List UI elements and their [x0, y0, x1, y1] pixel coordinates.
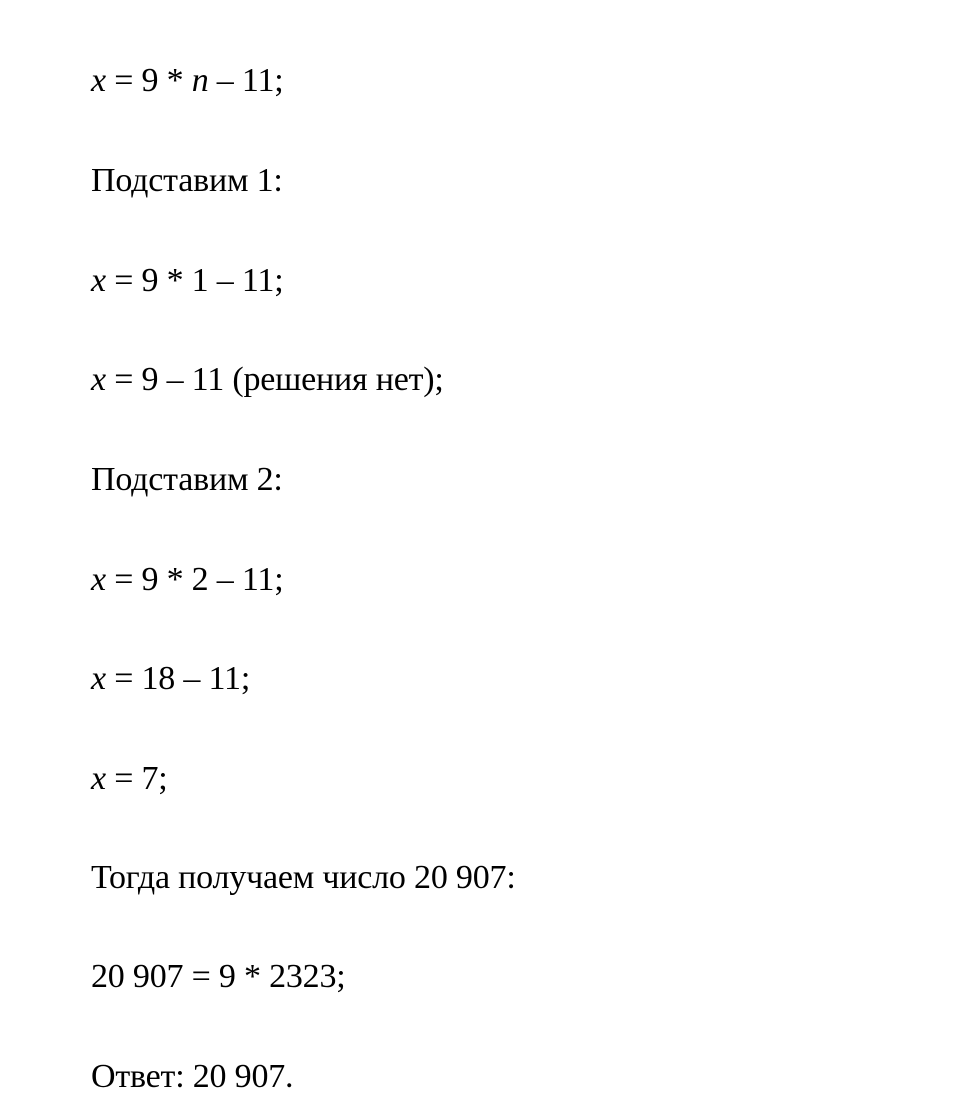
paragraph-text: Подставим 2: [91, 461, 283, 498]
variable-n: n [191, 62, 209, 99]
equation-text: – 11; [208, 62, 284, 99]
equation-text: = 9 – 11 (решения нет); [105, 361, 444, 398]
variable-x: x [91, 660, 106, 697]
equation-text: = 9 * 2 – 11; [105, 561, 284, 598]
equation-line-18-minus-11 [91, 659, 250, 699]
equation-line-sub2 [91, 560, 283, 600]
equation-text: 20 907 = 9 * 2323; [91, 958, 346, 995]
equation-line-sub1 [91, 261, 283, 301]
text-line-result-number [91, 858, 516, 898]
variable-x: x [91, 561, 106, 598]
paragraph-text: Тогда получаем число 20 907: [91, 859, 516, 896]
equation-line-x-equals-7 [91, 759, 168, 799]
variable-x: x [91, 62, 106, 99]
answer-line [91, 1057, 293, 1097]
variable-x: x [91, 760, 106, 797]
paragraph-text: Подставим 1: [91, 162, 283, 199]
equation-text: = 9 * 1 – 11; [105, 262, 284, 299]
variable-x: x [91, 361, 106, 398]
equation-line-no-solution [91, 360, 444, 400]
text-line-substitute-2 [91, 460, 283, 500]
equation-text: = 9 * [105, 62, 192, 99]
equation-line-general [91, 61, 284, 101]
variable-x: x [91, 262, 106, 299]
text-line-substitute-1 [91, 161, 283, 201]
equation-text: = 7; [105, 760, 168, 797]
answer-text: Ответ: 20 907. [91, 1058, 294, 1095]
equation-text: = 18 – 11; [105, 660, 251, 697]
equation-line-check [91, 957, 346, 997]
